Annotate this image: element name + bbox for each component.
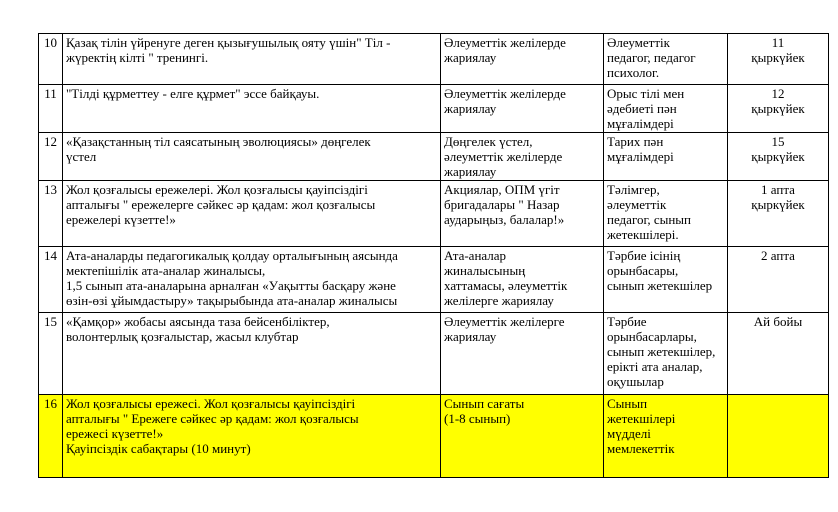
cell-text-line: волонтерлық қозғалыстар, жасыл клубтар [66, 329, 299, 344]
cell-text: 14 [44, 248, 57, 263]
cell-text-line: орынбасарлары, [607, 329, 697, 344]
cell-text-line: Орыс тілі мен [607, 86, 685, 101]
table-row [39, 247, 829, 313]
cell-text-line: Сынып сағаты [444, 396, 525, 411]
table-row [39, 34, 829, 85]
cell-text-line: апталығы " Ережеге сәйкес әр қадам: жол қозғалысы [66, 411, 359, 426]
cell-text-line: Қазақ тілін үйренуге деген қызығушылық ояту үшін" Тіл - [66, 35, 391, 50]
cell-text-line: 15 [771, 134, 785, 149]
date-cell [728, 34, 829, 85]
cell-text-line: әлеуметтік желілерде [444, 149, 563, 164]
cell-text-line: жүректің кілті " тренингі. [66, 50, 209, 65]
cell-text-line: Жол қозғалысы ережелері. Жол қозғалысы қауіпсіздігі [66, 182, 368, 197]
format-cell [441, 395, 604, 478]
cell-text-line: мемлекеттік [607, 441, 675, 456]
row-number [39, 395, 63, 478]
cell-text-line: қыркүйек [751, 101, 805, 116]
cell-text-line: Жол қозғалысы ережесі. Жол қозғалысы қауіпсіздігі [66, 396, 356, 411]
date-cell [728, 181, 829, 247]
cell-text-line: аударыңыз, балалар!» [444, 212, 565, 227]
cell-text-line: жетекшілері. [607, 227, 679, 242]
cell-text-line: "Тілді құрметтеу - елге құрмет" эссе байқауы. [66, 86, 320, 101]
cell-text: 11 [44, 86, 57, 101]
format-cell [441, 34, 604, 85]
responsible-cell [604, 395, 728, 478]
cell-text-line: Әлеуметтік [607, 35, 670, 50]
cell-text-line: әдебиеті пән [607, 101, 677, 116]
cell-text-line: қыркүйек [751, 50, 805, 65]
cell-text-line: 2 апта [761, 248, 795, 263]
event-cell [63, 395, 441, 478]
cell-text-line: «Қамқор» жобасы аясында таза бейсенбіліктер, [66, 314, 330, 329]
row-number [39, 34, 63, 85]
cell-text-line: мүдделі [607, 426, 651, 441]
cell-text-line: әлеуметтік [607, 197, 667, 212]
cell-text-line: Тәрбие [607, 314, 647, 329]
responsible-cell [604, 34, 728, 85]
cell-text-line: Тәрбие ісінің [607, 248, 681, 263]
cell-text-line: жариялау [444, 329, 497, 344]
cell-text-line: педагог, педагог [607, 50, 696, 65]
cell-text-line: қыркүйек [751, 197, 805, 212]
event-cell [63, 247, 441, 313]
table-row [39, 313, 829, 395]
table-row [39, 395, 829, 478]
cell-text-line: мұғалімдері [607, 149, 674, 164]
cell-text-line: бригадалары " Назар [444, 197, 560, 212]
cell-text-line: апталығы " ережелерге сәйкес әр қадам: жол қозғалысы [66, 197, 376, 212]
cell-text-line: Әлеуметтік желілерде [444, 86, 566, 101]
cell-text-line: өзін-өзі ұйымдастыру» тақырыбында ата-аналар жиналысы [66, 293, 398, 308]
cell-text-line: сынып жетекшілер, [607, 344, 716, 359]
cell-text-line: 12 [771, 86, 785, 101]
row-number [39, 133, 63, 181]
date-cell [728, 133, 829, 181]
date-cell [728, 313, 829, 395]
cell-text-line: 1 апта [761, 182, 795, 197]
cell-text: 16 [44, 396, 57, 411]
date-cell [728, 85, 829, 133]
cell-text-line: хаттамасы, әлеуметтік [444, 278, 568, 293]
cell-text-line: мұғалімдері [607, 116, 674, 131]
responsible-cell [604, 313, 728, 395]
cell-text-line: жариялау [444, 101, 497, 116]
cell-text-line: Ай бойы [753, 314, 803, 329]
format-cell [441, 133, 604, 181]
table-row [39, 181, 829, 247]
cell-text-line: орынбасары, [607, 263, 679, 278]
date-cell [728, 247, 829, 313]
row-number [39, 247, 63, 313]
cell-text-line: Тәлімгер, [607, 182, 660, 197]
cell-text-line: Акциялар, ОПМ үгіт [444, 182, 560, 197]
cell-text: 15 [44, 314, 57, 329]
cell-text-line: Сынып [607, 396, 648, 411]
cell-text-line: жариялау [444, 50, 497, 65]
cell-text-line: ережесі күзетте!» [66, 426, 164, 441]
format-cell [441, 313, 604, 395]
cell-text-line: Ата-аналарды педагогикалық қолдау орталығының аясында [66, 248, 398, 263]
cell-text-line: психолог. [607, 65, 660, 80]
cell-text: 12 [44, 134, 57, 149]
cell-text-line: мектепішілік ата-аналар жиналысы, [66, 263, 266, 278]
row-number [39, 181, 63, 247]
table-row [39, 85, 829, 133]
row-number [39, 313, 63, 395]
event-cell [63, 133, 441, 181]
cell-text-line: қыркүйек [751, 149, 805, 164]
event-cell [63, 313, 441, 395]
cell-text-line: 1,5 сынып ата-аналарына арналған «Уақытты басқару және [66, 278, 396, 293]
format-cell [441, 85, 604, 133]
responsible-cell [604, 133, 728, 181]
cell-text-line: педагог, сынып [607, 212, 691, 227]
responsible-cell [604, 247, 728, 313]
events-table-body [39, 34, 829, 478]
responsible-cell [604, 85, 728, 133]
cell-text-line: (1-8 сынып) [444, 411, 511, 426]
cell-text-line: ерікті ата аналар, [607, 359, 703, 374]
row-number [39, 85, 63, 133]
cell-text-line: Тарих пән [607, 134, 664, 149]
cell-text-line: үстел [66, 149, 97, 164]
table-row [39, 133, 829, 181]
cell-text-line: «Қазақстанның тіл саясатының эволюциясы» дөңгелек [66, 134, 371, 149]
cell-text-line: жариялау [444, 164, 497, 179]
event-cell [63, 34, 441, 85]
cell-text-line: Қауіпсіздік сабақтары (10 минут) [66, 441, 251, 456]
cell-text: 10 [44, 35, 57, 50]
cell-text-line: сынып жетекшілер [607, 278, 713, 293]
cell-text-line: желілерге жариялау [444, 293, 554, 308]
events-table [38, 33, 829, 478]
cell-text-line: оқушылар [607, 374, 664, 389]
cell-text-line: Ата-аналар [444, 248, 507, 263]
cell-text-line: Дөңгелек үстел, [444, 134, 533, 149]
cell-text-line: жетекшілері [607, 411, 676, 426]
event-cell [63, 85, 441, 133]
cell-text-line: Әлеуметтік желілерге [444, 314, 565, 329]
format-cell [441, 181, 604, 247]
event-cell [63, 181, 441, 247]
cell-text-line: жиналысының [444, 263, 526, 278]
cell-text-line: ережелері күзетте!» [66, 212, 176, 227]
cell-text-line: 11 [771, 35, 785, 50]
responsible-cell [604, 181, 728, 247]
cell-text: 13 [44, 182, 57, 197]
cell-text-line: Әлеуметтік желілерде [444, 35, 566, 50]
format-cell [441, 247, 604, 313]
date-cell [728, 395, 829, 478]
